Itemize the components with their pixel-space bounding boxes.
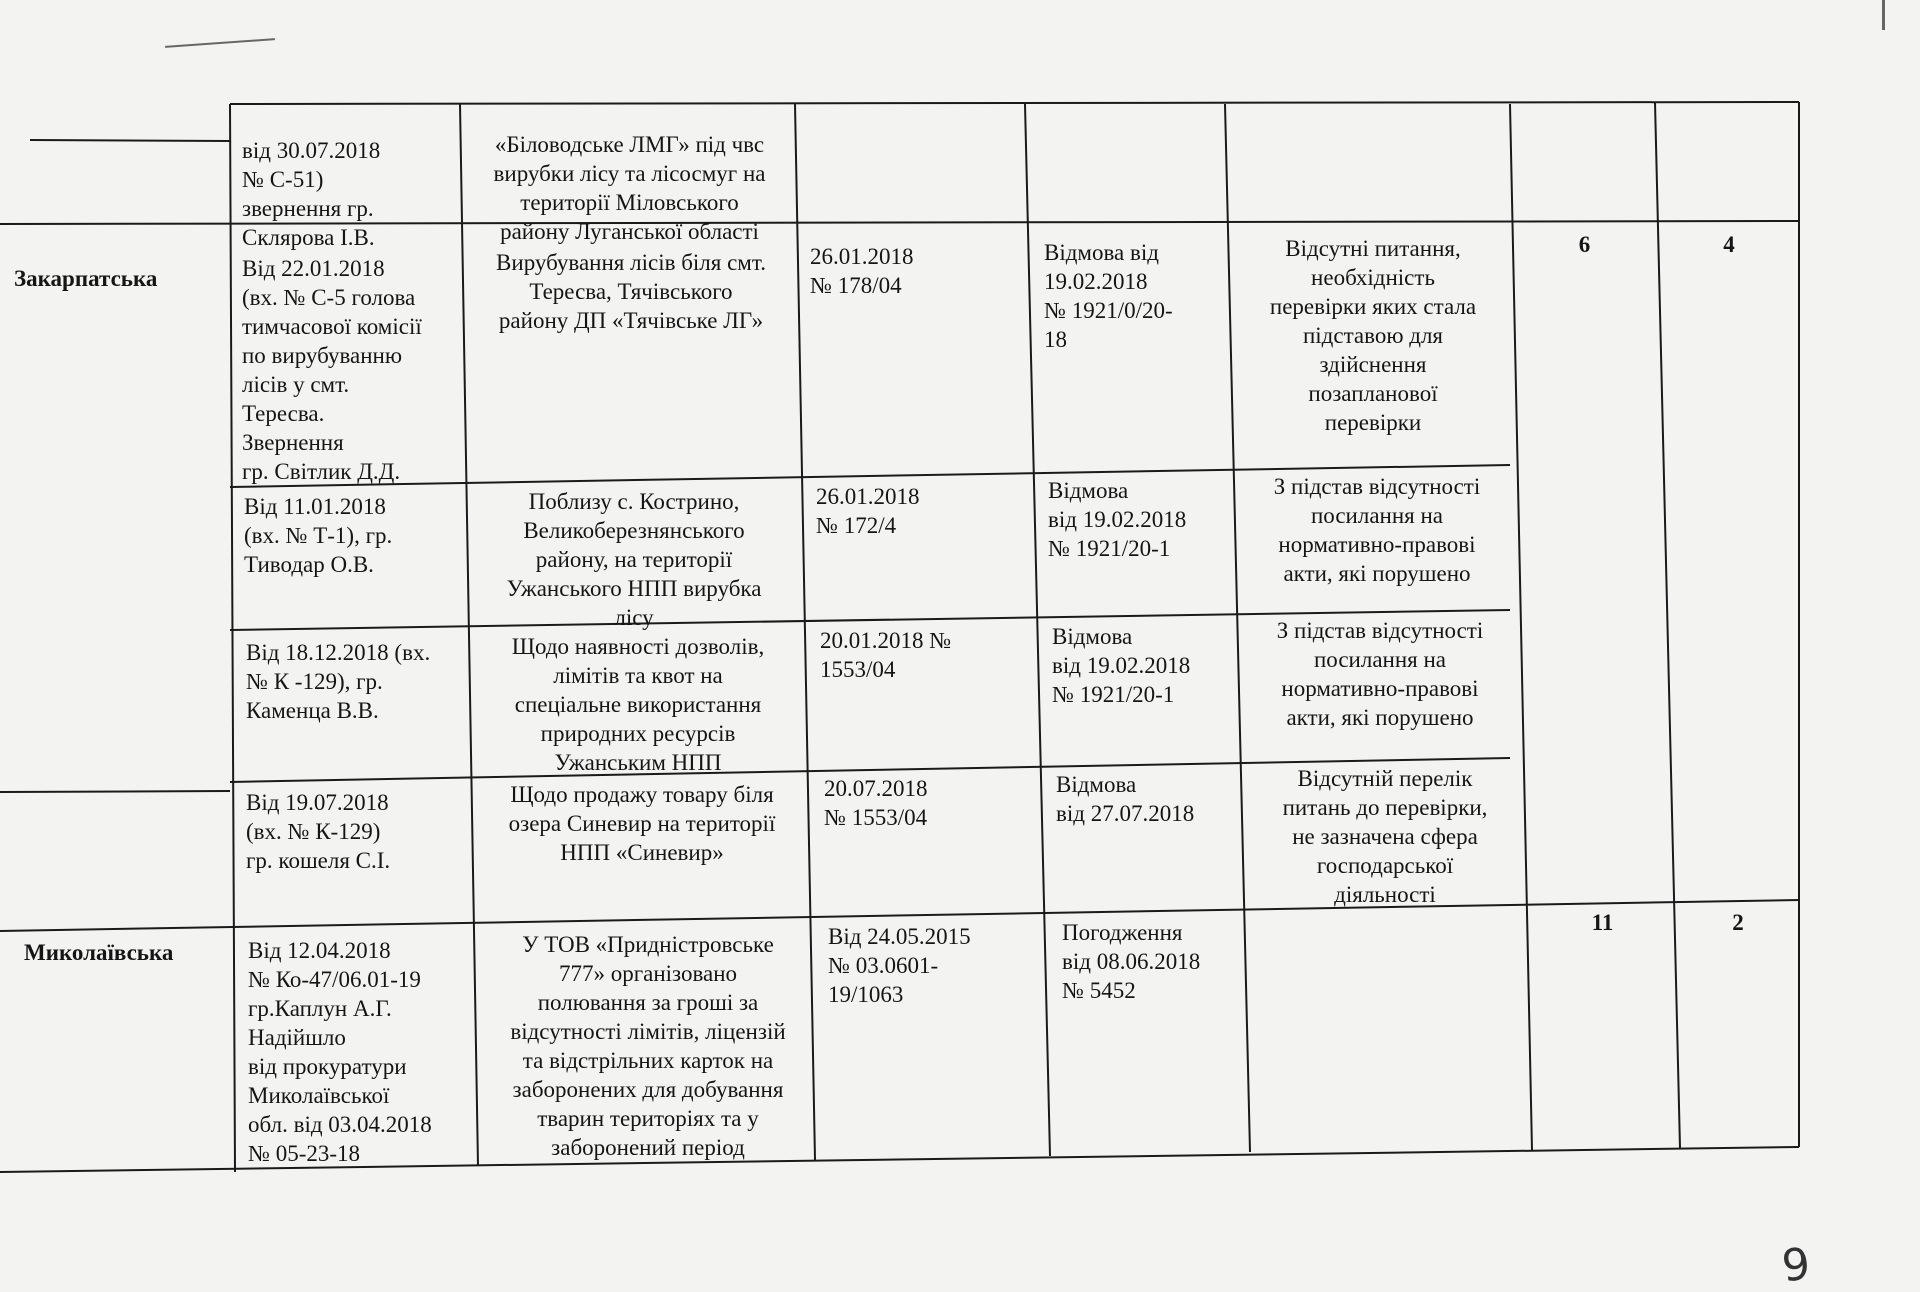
scan-mark — [1882, 0, 1885, 30]
cell-request: 26.01.2018 № 178/04 — [810, 244, 914, 298]
cell-decision: Відмова від 19.02.2018 № 1921/20-1 — [1048, 478, 1187, 561]
cell-letter: Від 22.01.2018 (вх. № С-5 голова тимчасової комісії по вирубуванню лісів у смт. Тересва. Звернення гр. Світлик Д.Д. — [242, 256, 422, 484]
cell-request: 20.01.2018 № 1553/04 — [820, 628, 952, 682]
cell-decision: Відмова від 19.02.2018 № 1921/0/20- 18 — [1044, 240, 1173, 352]
cell-letter-continuation: від 30.07.2018 № С-51) звернення гр. Склярова І.В. — [242, 138, 381, 250]
cell-letter: Від 19.07.2018 (вх. № К-129) гр. кошеля С.І. — [246, 790, 391, 873]
count-second-zakarpatska: 4 — [1723, 232, 1735, 257]
cell-reason: Відсутні питання, необхідність перевірки яких стала підставою для здійснення позапланової перевірки — [1269, 236, 1477, 435]
cell-request: Від 24.05.2015 № 03.0601- 19/1063 — [828, 924, 971, 1007]
cell-reason — [1252, 910, 1528, 1040]
cell-reason: Відсутній перелік питань до перевірки, не зазначена сфера господарської діяльності — [1282, 766, 1488, 907]
cell-letter: Від 12.04.2018 № Ко-47/06.01-19 гр.Каплун А.Г. Надійшло від прокуратури Миколаївської обл. від 03.04.2018 № 05-23-18 — [248, 938, 432, 1166]
cell-subject: Щодо наявності дозволів, лімітів та квот на спеціальне використання природних ресурсів Ужанським НПП — [511, 634, 765, 775]
region-name-zakarpatska: Закарпатська — [14, 266, 158, 291]
cell-decision: Відмова від 19.02.2018 № 1921/20-1 — [1052, 624, 1191, 707]
cell-subject: У ТОВ «Придністровське 777» організовано полювання за гроші за відсутності лімітів, ліцензій та відстрільних карток на заборонених для добування тварин територіях та у заборонений період — [510, 932, 786, 1160]
count-total-zakarpatska: 6 — [1578, 232, 1591, 257]
cell-decision: Відмова від 27.07.2018 — [1056, 772, 1195, 826]
cell-request: 26.01.2018 № 172/4 — [816, 484, 920, 538]
cell-decision: Погодження від 08.06.2018 № 5452 — [1062, 920, 1201, 1003]
cell-subject: Поблизу с. Кострино, Великоберезнянського району, на території Ужанського НПП вирубка лісу — [506, 489, 762, 630]
cell-request: 20.07.2018 № 1553/04 — [824, 776, 928, 830]
count-total-mykolaivska: 11 — [1591, 910, 1614, 935]
cell-letter: Від 11.01.2018 (вх. № Т-1), гр. Тиводар О.В. — [244, 494, 393, 577]
count-second-mykolaivska: 2 — [1732, 910, 1744, 935]
cell-reason: З підстав відсутності посилання на нормативно-правові акти, які порушено — [1276, 618, 1484, 730]
cell-subject: Вирубування лісів біля смт. Тересва, Тячівського району ДП «Тячівське ЛГ» — [496, 250, 766, 333]
cell-reason: З підстав відсутності посилання на нормативно-правові акти, які порушено — [1273, 474, 1481, 586]
region-name-mykolaivska: Миколаївська — [24, 940, 174, 965]
cell-letter: Від 18.12.2018 (вх. № К -129), гр. Каменца В.В. — [246, 640, 431, 723]
page-number: 9 — [1779, 1238, 1813, 1292]
cell-subject: Щодо продажу товару біля озера Синевир на території НПП «Синевир» — [508, 782, 776, 865]
cell-subject-continuation: «Біловодське ЛМГ» під чвс вирубки лісу та лісосмуг на території Міловського району Луганської області — [493, 132, 766, 244]
